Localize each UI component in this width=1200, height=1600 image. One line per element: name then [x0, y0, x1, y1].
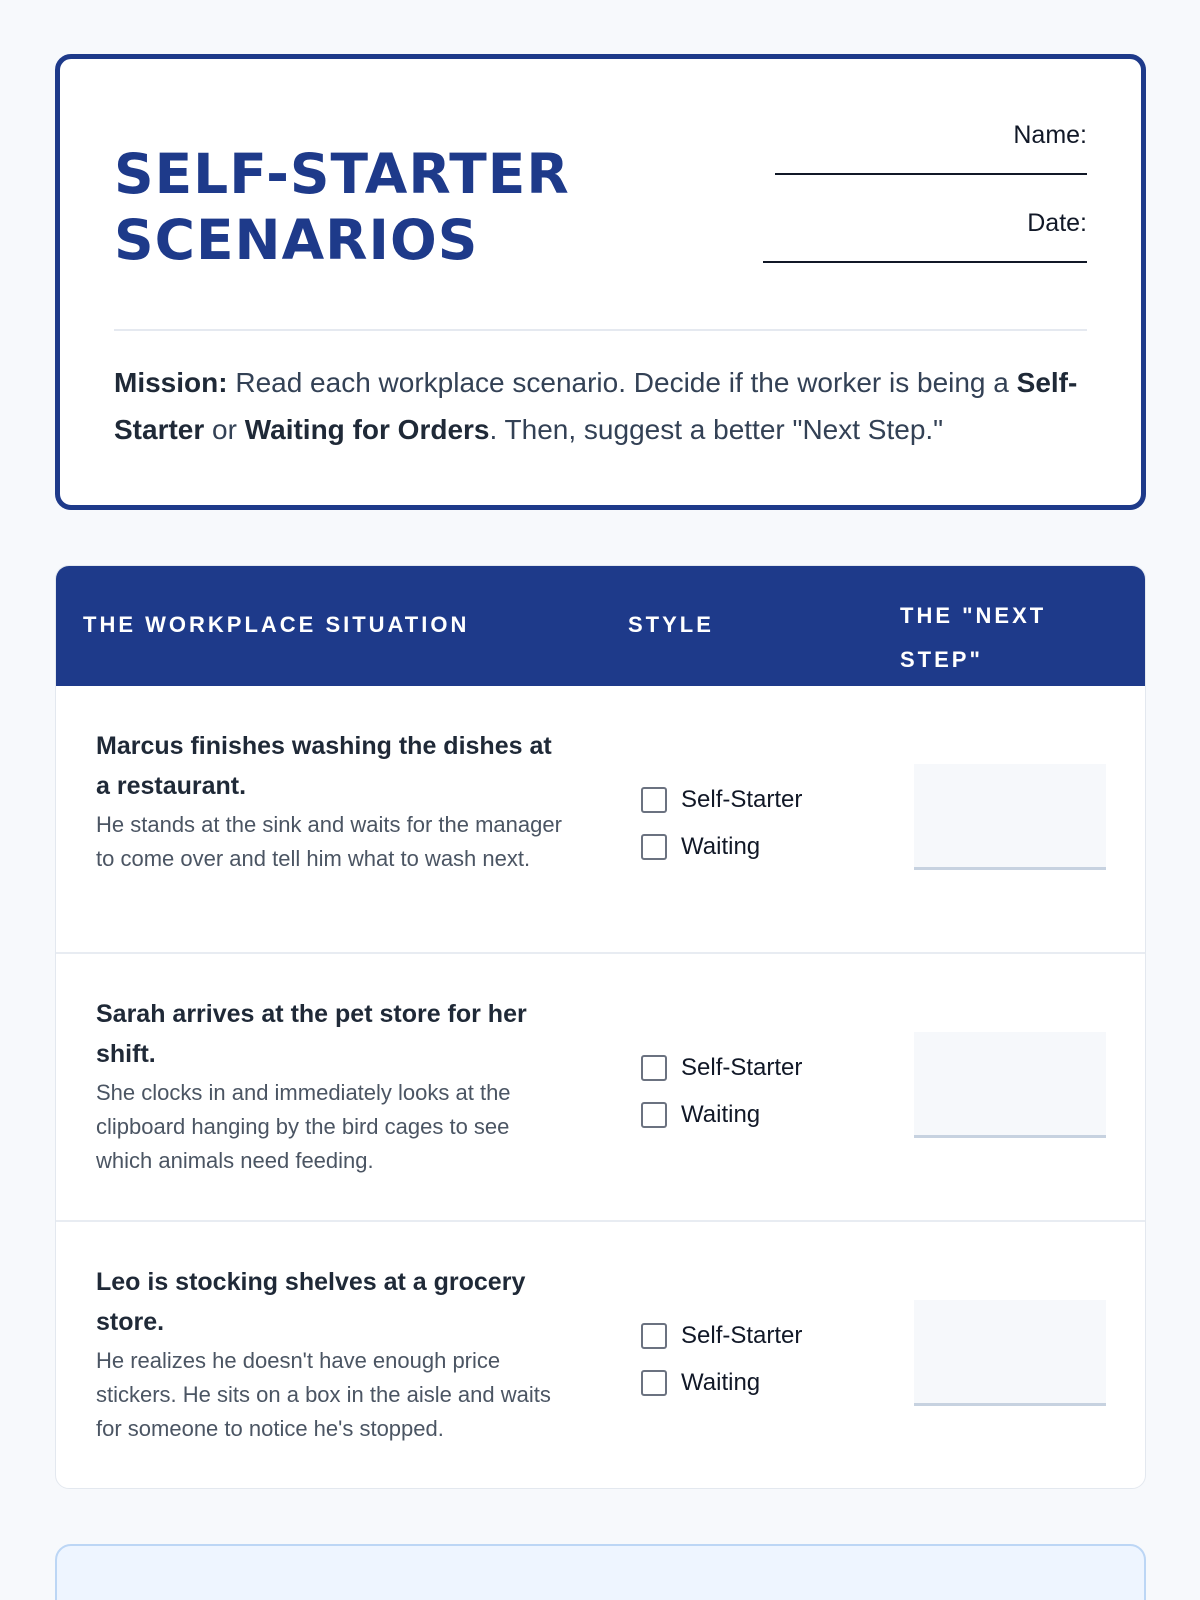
mission-text-2: . Then, suggest a better "Next Step." [489, 414, 944, 445]
situation-description: She clocks in and immediately looks at the clipboard hanging by the bird cages to see which animals need feeding. [96, 1080, 511, 1173]
situation-description: He stands at the sink and waits for the manager to come over and tell him what to wash next. [96, 812, 562, 871]
situation-title: Sarah arrives at the pet store for her shift. [96, 1000, 527, 1068]
column-header-style: STYLE [628, 612, 714, 637]
date-field[interactable] [763, 261, 1087, 263]
scenario-table [55, 565, 1146, 1489]
option-label: Waiting [681, 1100, 761, 1128]
option-waiting[interactable] [641, 823, 802, 870]
table-row [56, 1222, 1145, 1489]
style-options [641, 1312, 802, 1406]
table-row [56, 686, 1145, 954]
checkbox-waiting[interactable] [641, 1102, 667, 1128]
style-options [641, 1044, 802, 1138]
table-header [56, 566, 1145, 686]
mission-label: Mission: [114, 367, 228, 398]
checkbox-self-starter[interactable] [641, 1055, 667, 1081]
name-label: Name: [1013, 121, 1087, 149]
situation-cell [96, 994, 566, 1178]
option-label: Waiting [681, 832, 761, 860]
mission-option-1: Self-Starter [114, 367, 1078, 445]
mission-text-1: Read each workplace scenario. Decide if the worker is being a [235, 367, 1009, 398]
next-step-input[interactable] [914, 1300, 1106, 1406]
page-title-line-1: SELF-STARTER [114, 142, 570, 206]
bottom-panel [55, 1544, 1146, 1600]
name-field[interactable] [775, 173, 1087, 175]
checkbox-waiting[interactable] [641, 1370, 667, 1396]
next-step-input[interactable] [914, 764, 1106, 870]
situation-title: Marcus finishes washing the dishes at a restaurant. [96, 732, 552, 800]
mission-option-2: Waiting for Orders [244, 414, 490, 445]
situation-cell [96, 726, 566, 876]
checkbox-waiting[interactable] [641, 834, 667, 860]
option-waiting[interactable] [641, 1359, 802, 1406]
next-step-input[interactable] [914, 1032, 1106, 1138]
checkbox-self-starter[interactable] [641, 787, 667, 813]
page-title [114, 141, 570, 273]
column-header-situation: THE WORKPLACE SITUATION [83, 612, 470, 637]
option-self-starter[interactable] [641, 1044, 802, 1091]
mission-text [114, 359, 1094, 453]
checkbox-self-starter[interactable] [641, 1323, 667, 1349]
option-label: Self-Starter [681, 785, 803, 813]
header-card [55, 54, 1146, 510]
situation-description: He realizes he doesn't have enough price stickers. He sits on a box in the aisle and waits for someone to notice he's stopped. [96, 1348, 551, 1441]
option-label: Self-Starter [681, 1053, 803, 1081]
page-title-line-2: SCENARIOS [114, 208, 479, 272]
situation-cell [96, 1262, 566, 1446]
mission-or: or [212, 414, 237, 445]
name-date-fields [747, 119, 1087, 295]
date-label: Date: [1027, 209, 1087, 237]
option-self-starter[interactable] [641, 776, 802, 823]
style-options [641, 776, 802, 870]
header-divider [114, 329, 1087, 331]
table-row [56, 954, 1145, 1222]
option-waiting[interactable] [641, 1091, 802, 1138]
option-label: Self-Starter [681, 1321, 803, 1349]
option-self-starter[interactable] [641, 1312, 802, 1359]
option-label: Waiting [681, 1368, 761, 1396]
situation-title: Leo is stocking shelves at a grocery store. [96, 1268, 526, 1336]
column-header-next-step: THE "NEXT STEP" [900, 603, 1047, 672]
